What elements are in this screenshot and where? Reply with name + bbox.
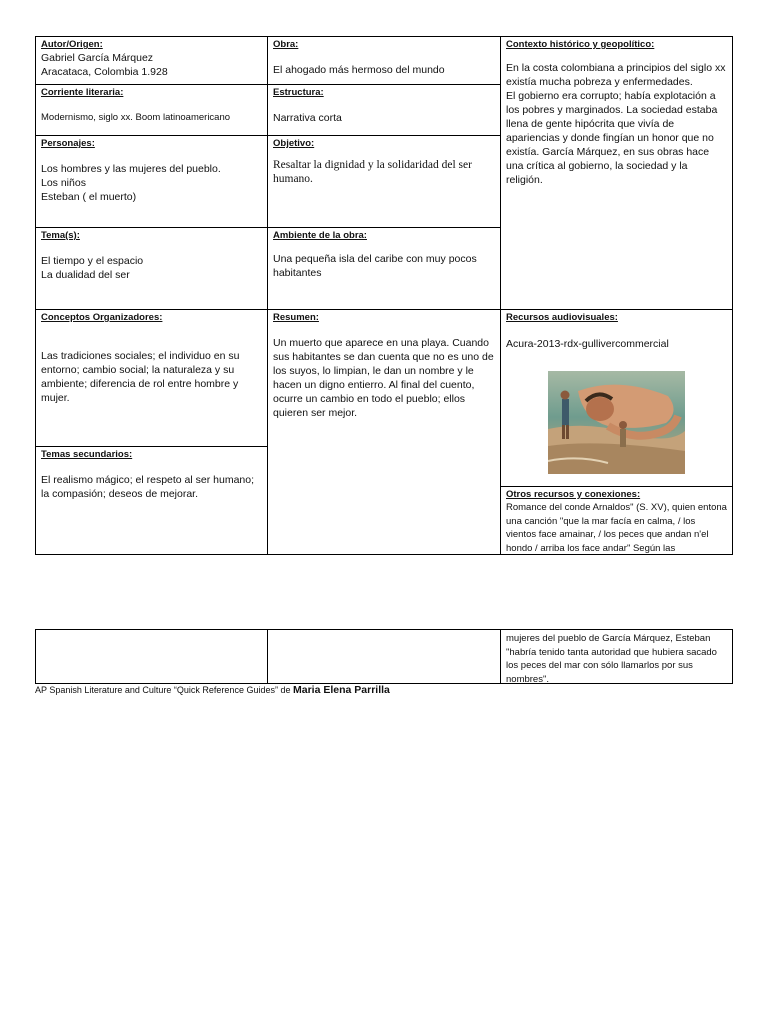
- conceptos-label: Conceptos Organizadores:: [41, 312, 163, 323]
- objetivo-label: Objetivo:: [273, 138, 315, 149]
- ambiente-cell: [267, 227, 501, 310]
- conceptos-cell: [35, 309, 268, 447]
- continuation-cell: [500, 629, 733, 684]
- objetivo-text: Resaltar la dignidad y la solidaridad del ser humano.: [273, 159, 472, 185]
- contexto-label: Contexto histórico y geopolítico:: [506, 39, 655, 50]
- obra-cell: [267, 36, 501, 85]
- corriente-label: Corriente literaria:: [41, 87, 124, 98]
- temas-text: El tiempo y el espacio La dualidad del ser: [41, 255, 144, 281]
- continuation-text: mujeres del pueblo de García Márquez, Esteban "habría tenido tanta autoridad que hubiera sacado los peces del mar con sólo llamarlos por sus nombres".: [506, 633, 717, 684]
- obra-title: El ahogado más hermoso del mundo: [273, 64, 445, 76]
- footer-author: Maria Elena Parrilla: [292, 684, 390, 696]
- otros-text: Romance del conde Arnaldos" (S. XV), quien entona una canción "que la mar facía en calma, / los vientos face amainar, / los peces que andan n'el hondo / arriba los face andar" Según las: [506, 502, 727, 554]
- estructura-label: Estructura:: [273, 87, 324, 98]
- autor-name: Gabriel García Márquez: [41, 52, 154, 64]
- recursos-text: Acura-2013-rdx-gullivercommercial: [506, 338, 669, 350]
- ambiente-label: Ambiente de la obra:: [273, 230, 367, 241]
- secundarios-text: El realismo mágico; el respeto al ser humano; la compasión; deseos de mejorar.: [41, 474, 255, 500]
- temas-cell: [35, 227, 268, 310]
- continuation-empty-middle: [267, 629, 501, 684]
- drowned-man-painting: [548, 371, 685, 474]
- autor-label: Autor/Origen:: [41, 39, 103, 50]
- secundarios-label: Temas secundarios:: [41, 449, 133, 460]
- personajes-cell: [35, 135, 268, 228]
- objetivo-cell: [267, 135, 501, 228]
- otros-label: Otros recursos y conexiones:: [506, 489, 641, 500]
- personajes-text: Los hombres y las mujeres del pueblo. Los niños Esteban ( el muerto): [41, 163, 221, 203]
- resumen-text: Un muerto que aparece en una playa. Cuando sus habitantes se dan cuenta que no es uno de los suyos, lo limpian, le dan un nombre y le hacen un digno entierro. Al final del cuento, ocurre un cambio en todo el pueblo; ellos quieren ser mejor.: [273, 337, 494, 419]
- autor-cell: [35, 36, 268, 85]
- estructura-cell: [267, 84, 501, 136]
- temas-label: Tema(s):: [41, 230, 80, 241]
- corriente-text: Modernismo, siglo xx. Boom latinoamericano: [41, 112, 231, 123]
- resumen-cell: [267, 309, 501, 555]
- ambiente-text: Una pequeña isla del caribe con muy pocos habitantes: [273, 253, 477, 279]
- corriente-cell: [35, 84, 268, 136]
- resumen-label: Resumen:: [273, 312, 319, 323]
- footer-credit: [35, 684, 390, 696]
- conceptos-text: Las tradiciones sociales; el individuo en su entorno; cambio social; la naturaleza y su ambiente; diferencia de rol entre hombre y mujer.: [41, 350, 240, 404]
- autor-origin: Aracataca, Colombia 1.928: [41, 66, 168, 78]
- contexto-text: En la costa colombiana a principios del siglo xx existía mucha pobreza y enfermedades. El gobierno era corrupto; había explotación a los pobres y marginados. La sociedad estaba llena de gente hipócrita que vivía de apariencias y donde fingían un honor que no existía. García Márquez, en sus obras hace una crítica al gobierno, la sociedad y la religión.: [506, 62, 726, 186]
- obra-label: Obra:: [273, 39, 299, 50]
- footer-text: AP Spanish Literature and Culture “Quick Reference Guides” de: [35, 685, 293, 695]
- secundarios-cell: [35, 446, 268, 555]
- estructura-text: Narrativa corta: [273, 112, 342, 124]
- recursos-label: Recursos audiovisuales:: [506, 312, 618, 323]
- contexto-cell: [500, 36, 733, 310]
- personajes-label: Personajes:: [41, 138, 95, 149]
- continuation-empty-left: [35, 629, 268, 684]
- otros-cell: [500, 486, 733, 555]
